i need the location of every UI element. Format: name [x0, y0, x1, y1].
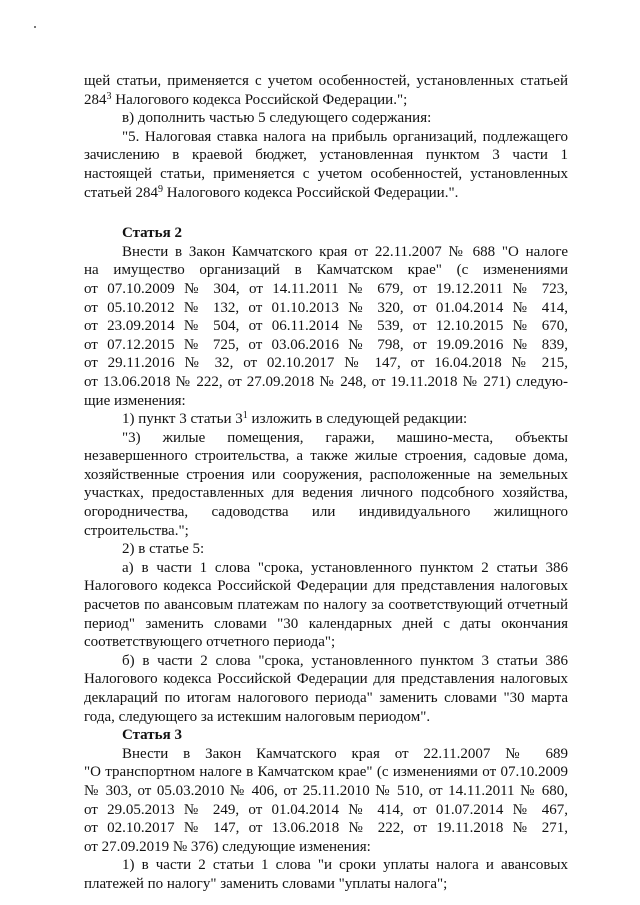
- article-2-item-2: 2) в статье 5:: [122, 541, 205, 558]
- article-2-item-1: 1) пункт 3 статьи $3^1$ изложить в следующей редакции:: [122, 410, 468, 428]
- article-3-item-1: 1) в части 2 статьи 1 слова "и сроки уплаты налога и авансовых платежей по налогу" заменить словами "уплаты налога";: [84, 857, 568, 892]
- article-2-intro: [84, 243, 568, 410]
- text-line: от 29.11.2016 № 32, от 02.10.2017 № 147, от 16.04.2018 № 215,: [84, 355, 568, 372]
- paragraph-item-v: в) дополнить частью 5 следующего содержания:: [122, 110, 432, 127]
- text-line: от 29.05.2013 № 249, от 01.04.2014 № 414, от 01.07.2014 № 467,: [84, 801, 568, 818]
- text-line: на имущество организаций в Камчатском крае" (с изменениями: [84, 262, 568, 279]
- paragraph-part-5: "5. Налоговая ставка налога на прибыль организаций, подлежащего зачислению в краевой бюджет, установленная пунктом 3 части 1 настоящей статьи, применяется с учетом особенностей, установленных статьей $284^9$ Налогового кодекса Российской Федерации.".: [84, 128, 568, 201]
- text-line: от 23.09.2014 № 504, от 06.11.2014 № 539, от 12.10.2015 № 670,: [84, 318, 568, 335]
- article-2-item-2a: а) в части 1 слова "срока, установленного пунктом 2 статьи 386 Налогового кодекса Российской Федерации для представления налоговых расчетов по авансовым платежам по налогу за соответствующий отчетный период" заменить словами "30 календарных дней с даты окончания соответствующего отчетного периода";: [84, 559, 568, 651]
- text-line: Внести в Закон Камчатского края от 22.11.2007 № 688 "О налоге: [122, 243, 568, 260]
- text-line: от 07.10.2009 № 304, от 14.11.2011 № 679, от 19.12.2011 № 723,: [84, 280, 568, 297]
- article-3-intro: [84, 745, 568, 857]
- article-2-item-2b: б) в части 2 слова "срока, установленного пунктом 3 статьи 386 Налогового кодекса Российской Федерации для представления налоговых деклараций по итогам налогового периода" заменить словами "30 марта года, следующего за истекшим налоговым периодом".: [84, 652, 568, 725]
- text-line: от 27.09.2019 № 376) следующие изменения:: [84, 838, 371, 855]
- article-2-heading: Статья 2: [122, 225, 182, 242]
- text-line: Внести в Закон Камчатского края от 22.11.2007 № 689: [122, 745, 568, 762]
- article-2-item-1-quote: "3) жилые помещения, гаражи, машино-места, объекты незавершенного строительства, а также жилые строения, садовые дома, хозяйственные строения или сооружения, расположенные на земельных участках, предоставленных для ведения личного подсобного хозяйства, огородничества, садоводства или индивидуального жилищного строительства.";: [84, 429, 568, 539]
- scan-speck: [34, 26, 36, 28]
- text-line: от 07.12.2015 № 725, от 03.06.2016 № 798, от 19.09.2016 № 839,: [84, 336, 568, 353]
- article-3-heading: Статья 3: [122, 727, 182, 744]
- text-line: от 13.06.2018 № 222, от 27.09.2018 № 248, от 19.11.2018 № 271) следую-: [84, 373, 568, 390]
- text-line: щие изменения:: [84, 392, 186, 409]
- text-line: "О транспортном налоге в Камчатском крае" (с изменениями от 07.10.2009: [84, 764, 568, 781]
- text-line: от 02.10.2017 № 147, от 13.06.2018 № 222, от 19.11.2018 № 271,: [84, 820, 568, 837]
- document-body: [84, 72, 568, 894]
- paragraph-continuation: щей статьи, применяется с учетом особенностей, установленных статьей $284^3$ Налогового кодекса Российской Федерации.";: [84, 73, 568, 108]
- text-line: № 303, от 05.03.2010 № 406, от 25.11.2010 № 510, от 14.11.2011 № 680,: [84, 782, 568, 799]
- text-line: от 05.10.2012 № 132, от 01.10.2013 № 320, от 01.04.2014 № 414,: [84, 299, 568, 316]
